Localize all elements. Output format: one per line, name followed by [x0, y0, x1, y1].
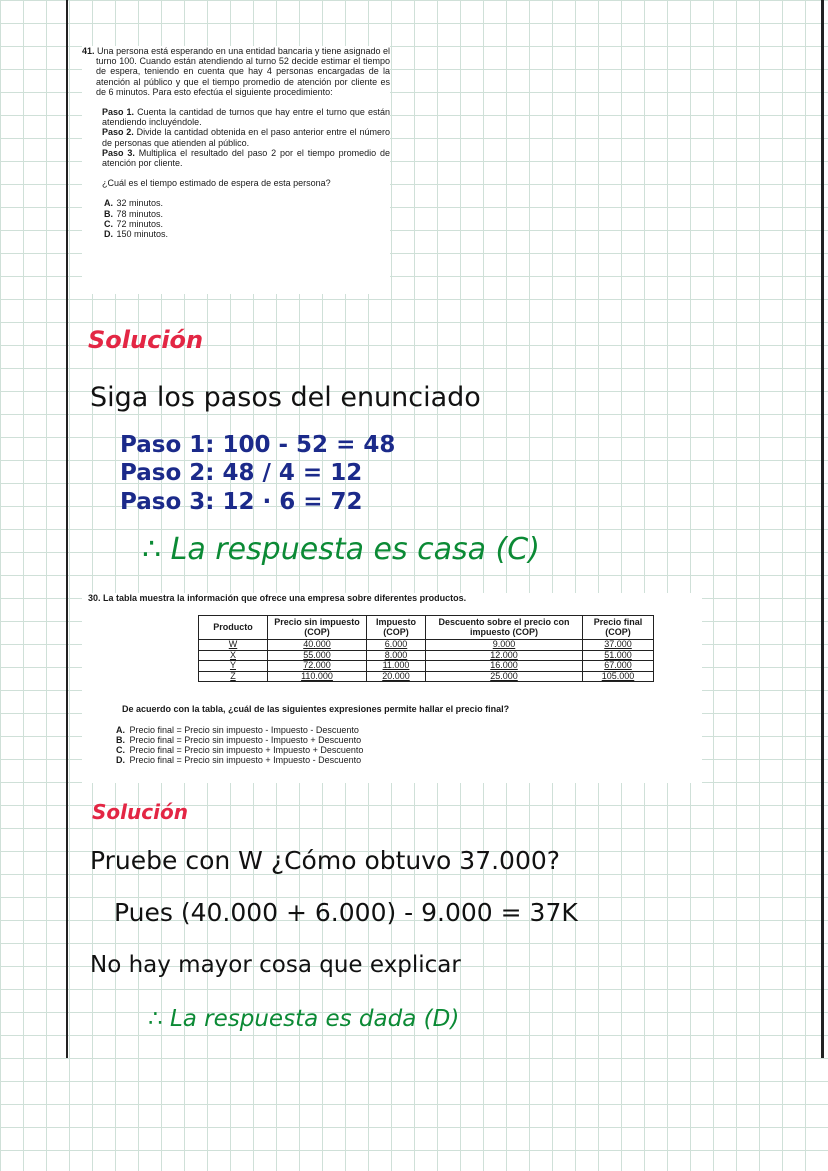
question-41-prompt: ¿Cuál es el tiempo estimado de espera de esta persona? — [102, 178, 331, 189]
question-41-clipping — [82, 46, 390, 294]
solution-1-title: Solución — [88, 326, 204, 354]
solution-2-line-3: No hay mayor cosa que explicar — [90, 952, 461, 978]
question-30-prompt: De acuerdo con la tabla, ¿cuál de las siguientes expresiones permite hallar el precio final? — [122, 704, 510, 714]
question-41-options — [82, 198, 390, 239]
question-30-stem: 30. La tabla muestra la información que ofrece una empresa sobre diferentes productos. — [88, 593, 467, 603]
solution-2-title: Solución — [92, 800, 188, 824]
option-d: D. 150 minutos. — [104, 229, 169, 240]
procedure-steps — [82, 107, 390, 168]
notebook-margin-left — [66, 0, 68, 1058]
question-41-stem: 41. Una persona está esperando en una entidad bancaria y tiene asignado el turno 100. Cuando están atendiendo al turno 52 decide estimar el tiempo de espera, teniendo en cuenta que hay 4 personas encargadas de la atención al público y que el tiempo promedio de atención por cliente es de 6 minutos. Para esto efectúa el siguiente procedimiento: — [82, 46, 390, 97]
option-b: B. Precio final = Precio sin impuesto - Impuesto + Descuento — [116, 735, 362, 745]
notebook-margin-right — [821, 0, 824, 1058]
table-row: W 40.000 6.000 9.000 37.000 — [199, 640, 654, 651]
step-3: Paso 3. Multiplica el resultado del paso 2 por el tiempo promedio de atención por cliente. — [102, 147, 390, 169]
solution-2-conclusion: ∴ La respuesta es dada (D) — [148, 1006, 460, 1032]
solution-1-step-2: Paso 2: 48 / 4 = 12 — [120, 460, 363, 486]
option-c: C. Precio final = Precio sin impuesto + Impuesto + Descuento — [116, 745, 364, 755]
table-row: Z 110.000 20.000 25.000 105.000 — [199, 671, 654, 682]
solution-1-intro: Siga los pasos del enunciado — [90, 382, 481, 413]
question-30-options — [116, 725, 363, 765]
col-producto: Producto — [199, 616, 268, 640]
option-c: C. 72 minutos. — [104, 218, 164, 229]
option-a: A. Precio final = Precio sin impuesto - Impuesto - Descuento — [116, 725, 359, 735]
col-precio-sin-impuesto: Precio sin impuesto (COP) — [268, 616, 367, 640]
table-row: Y 72.000 11.000 16.000 67.000 — [199, 661, 654, 672]
option-d: D. Precio final = Precio sin impuesto + Impuesto - Descuento — [116, 755, 362, 765]
question-30-clipping — [82, 593, 702, 783]
solution-2-line-1: Pruebe con W ¿Cómo obtuvo 37.000? — [90, 846, 561, 875]
solution-1-step-3: Paso 3: 12 · 6 = 72 — [120, 489, 363, 515]
option-b: B. 78 minutos. — [104, 208, 164, 219]
step-2: Paso 2. Divide la cantidad obtenida en el paso anterior entre el número de personas que atienden al público. — [102, 127, 390, 148]
col-impuesto: Impuesto (COP) — [367, 616, 426, 640]
solution-1-conclusion: ∴ La respuesta es casa (C) — [142, 532, 540, 567]
step-1: Paso 1. Cuenta la cantidad de turnos que hay entre el turno que están atendiendo incluyéndole. — [102, 107, 390, 128]
table-header-row — [199, 616, 654, 640]
table-row: X 55.000 8.000 12.000 51.000 — [199, 650, 654, 661]
option-a: A. 32 minutos. — [104, 198, 164, 209]
col-precio-final: Precio final (COP) — [583, 616, 654, 640]
col-descuento: Descuento sobre el precio con impuesto (COP) — [426, 616, 583, 640]
products-table — [198, 615, 654, 682]
solution-2-line-2: Pues (40.000 + 6.000) - 9.000 = 37K — [114, 898, 578, 927]
solution-1-step-1: Paso 1: 100 - 52 = 48 — [120, 432, 396, 458]
